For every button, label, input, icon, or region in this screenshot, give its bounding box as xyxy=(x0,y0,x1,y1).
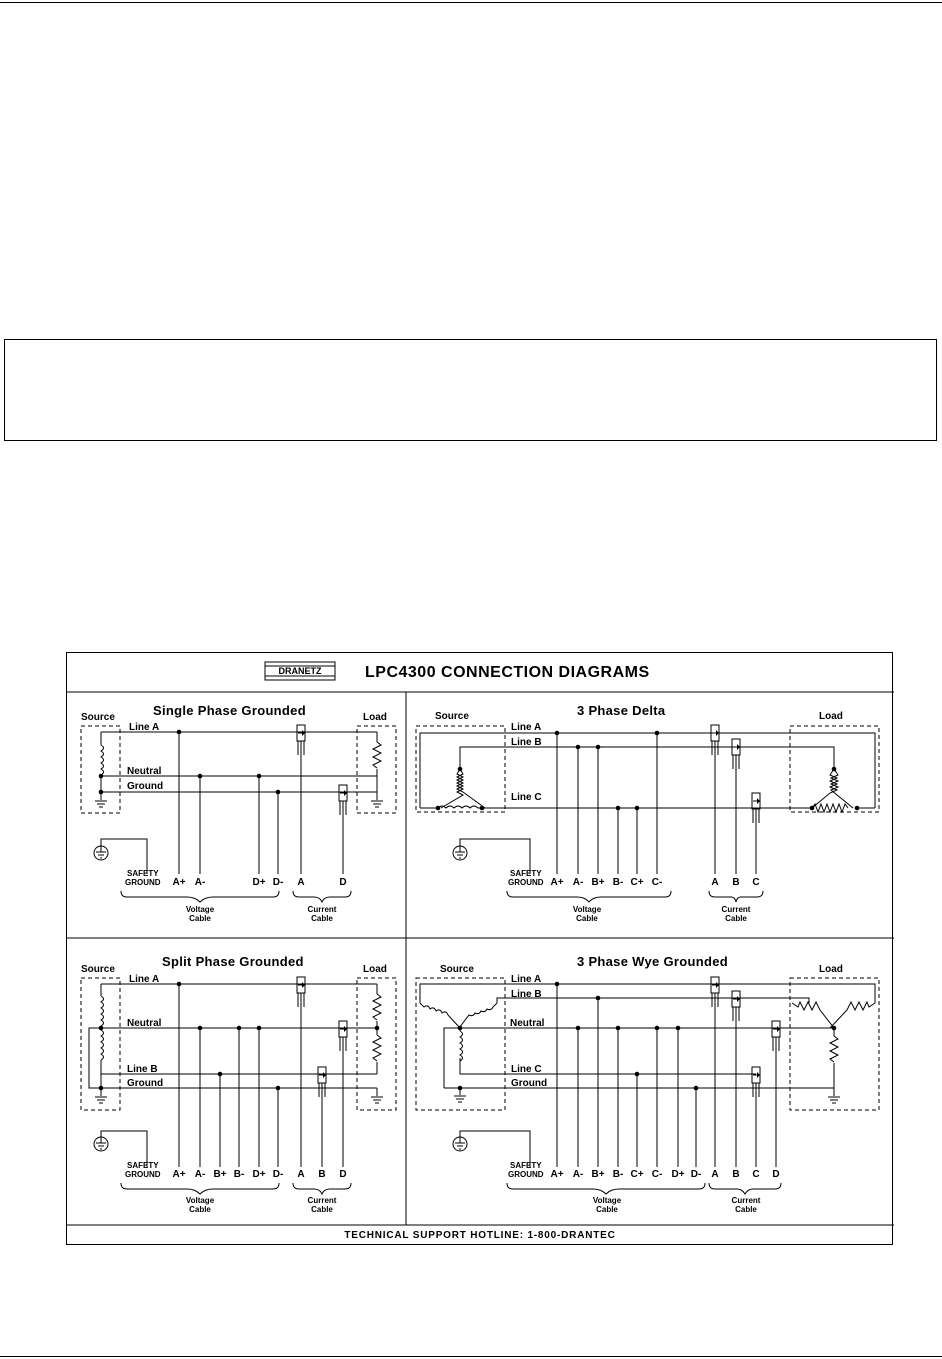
svg-text:Cable: Cable xyxy=(189,914,211,923)
svg-text:Current: Current xyxy=(721,905,751,914)
line-b-label: Line B xyxy=(511,989,542,1000)
svg-text:A: A xyxy=(297,877,305,888)
svg-text:Cable: Cable xyxy=(576,914,598,923)
panel-title: 3 Phase Wye Grounded xyxy=(577,954,728,969)
neutral-label: Neutral xyxy=(127,766,162,777)
svg-text:D-: D- xyxy=(690,1169,702,1180)
svg-text:C: C xyxy=(752,877,760,888)
line-b-label: Line B xyxy=(511,737,542,748)
svg-text:D+: D+ xyxy=(671,1169,685,1180)
voltage-terminals xyxy=(550,877,662,888)
svg-text:Voltage: Voltage xyxy=(572,905,602,914)
svg-text:B: B xyxy=(732,877,740,888)
panel-title: 3 Phase Delta xyxy=(577,703,666,718)
svg-text:SAFETY: SAFETY xyxy=(510,869,542,878)
svg-text:GROUND: GROUND xyxy=(508,878,544,887)
support-hotline: TECHNICAL SUPPORT HOTLINE: 1-800-DRANTEC xyxy=(344,1230,616,1241)
svg-text:C: C xyxy=(752,1169,760,1180)
svg-text:A: A xyxy=(711,1169,719,1180)
svg-text:B: B xyxy=(732,1169,740,1180)
svg-text:D: D xyxy=(339,1169,347,1180)
svg-text:C+: C+ xyxy=(630,877,644,888)
neutral-label: Neutral xyxy=(510,1018,545,1029)
source-label: Source xyxy=(435,711,469,722)
source-label: Source xyxy=(81,964,115,975)
svg-text:A-: A- xyxy=(572,877,584,888)
source-label: Source xyxy=(81,712,115,723)
svg-text:Cable: Cable xyxy=(311,914,333,923)
svg-text:GROUND: GROUND xyxy=(508,1170,544,1179)
current-terminals xyxy=(297,1169,346,1180)
top-rule xyxy=(0,2,942,3)
svg-text:A: A xyxy=(711,877,719,888)
line-b-label: Line B xyxy=(127,1064,158,1075)
line-c-label: Line C xyxy=(511,792,542,803)
line-c-label: Line C xyxy=(511,1064,542,1075)
svg-text:A-: A- xyxy=(194,1169,206,1180)
svg-text:A+: A+ xyxy=(550,1169,564,1180)
bottom-rule xyxy=(0,1356,942,1357)
svg-text:Cable: Cable xyxy=(725,914,747,923)
panel-single-phase xyxy=(81,703,396,923)
panel-three-phase-wye xyxy=(416,954,879,1214)
dranetz-logo xyxy=(265,662,335,680)
svg-text:D+: D+ xyxy=(252,877,266,888)
current-terminals xyxy=(711,877,759,888)
voltage-terminals xyxy=(172,1169,283,1180)
empty-content-box xyxy=(4,339,937,441)
source-label: Source xyxy=(440,964,474,975)
svg-text:Cable: Cable xyxy=(735,1205,757,1214)
logo-text: DRANETZ xyxy=(278,666,322,676)
voltage-terminals xyxy=(550,1169,701,1180)
svg-text:A+: A+ xyxy=(550,877,564,888)
panel-title: Split Phase Grounded xyxy=(162,954,304,969)
svg-text:Voltage: Voltage xyxy=(185,905,215,914)
voltage-terminals xyxy=(172,877,283,888)
current-terminals xyxy=(297,877,346,888)
line-a-label: Line A xyxy=(129,722,160,733)
svg-text:B-: B- xyxy=(233,1169,245,1180)
load-label: Load xyxy=(819,964,843,975)
line-a-label: Line A xyxy=(129,974,160,985)
panel-split-phase xyxy=(81,954,396,1214)
ground-label: Ground xyxy=(127,1078,164,1089)
svg-text:D: D xyxy=(772,1169,780,1180)
svg-text:B+: B+ xyxy=(213,1169,227,1180)
load-label: Load xyxy=(363,964,387,975)
svg-text:Current: Current xyxy=(731,1196,761,1205)
svg-text:C-: C- xyxy=(651,1169,663,1180)
diagram-title: LPC4300 CONNECTION DIAGRAMS xyxy=(365,664,650,681)
load-label: Load xyxy=(363,712,387,723)
connection-diagram-card xyxy=(66,652,893,1245)
svg-text:A-: A- xyxy=(194,877,206,888)
svg-text:B+: B+ xyxy=(591,1169,605,1180)
svg-text:A-: A- xyxy=(572,1169,584,1180)
ground-label: Ground xyxy=(127,781,164,792)
svg-text:GROUND: GROUND xyxy=(125,1170,161,1179)
svg-text:C+: C+ xyxy=(630,1169,644,1180)
svg-text:B-: B- xyxy=(612,877,624,888)
line-a-label: Line A xyxy=(511,722,542,733)
svg-text:C-: C- xyxy=(651,877,663,888)
svg-text:Current: Current xyxy=(307,1196,337,1205)
svg-text:Cable: Cable xyxy=(189,1205,211,1214)
svg-text:A+: A+ xyxy=(172,1169,186,1180)
svg-text:A+: A+ xyxy=(172,877,186,888)
ground-label: Ground xyxy=(511,1078,548,1089)
line-a-label: Line A xyxy=(511,974,542,985)
load-label: Load xyxy=(819,711,843,722)
svg-text:SAFETY: SAFETY xyxy=(127,869,159,878)
svg-text:B+: B+ xyxy=(591,877,605,888)
svg-text:Cable: Cable xyxy=(311,1205,333,1214)
svg-text:Voltage: Voltage xyxy=(185,1196,215,1205)
svg-text:D: D xyxy=(339,877,347,888)
svg-text:B: B xyxy=(318,1169,326,1180)
svg-text:D-: D- xyxy=(272,1169,284,1180)
svg-text:Current: Current xyxy=(307,905,337,914)
current-terminals xyxy=(711,1169,779,1180)
panel-title: Single Phase Grounded xyxy=(153,703,306,718)
svg-text:A: A xyxy=(297,1169,305,1180)
svg-text:D+: D+ xyxy=(252,1169,266,1180)
svg-text:SAFETY: SAFETY xyxy=(127,1161,159,1170)
svg-text:Voltage: Voltage xyxy=(592,1196,622,1205)
neutral-label: Neutral xyxy=(127,1018,162,1029)
svg-text:D-: D- xyxy=(272,877,284,888)
svg-text:SAFETY: SAFETY xyxy=(510,1161,542,1170)
svg-text:GROUND: GROUND xyxy=(125,878,161,887)
panel-three-phase-delta xyxy=(416,703,879,923)
svg-text:Cable: Cable xyxy=(596,1205,618,1214)
svg-text:B-: B- xyxy=(612,1169,624,1180)
